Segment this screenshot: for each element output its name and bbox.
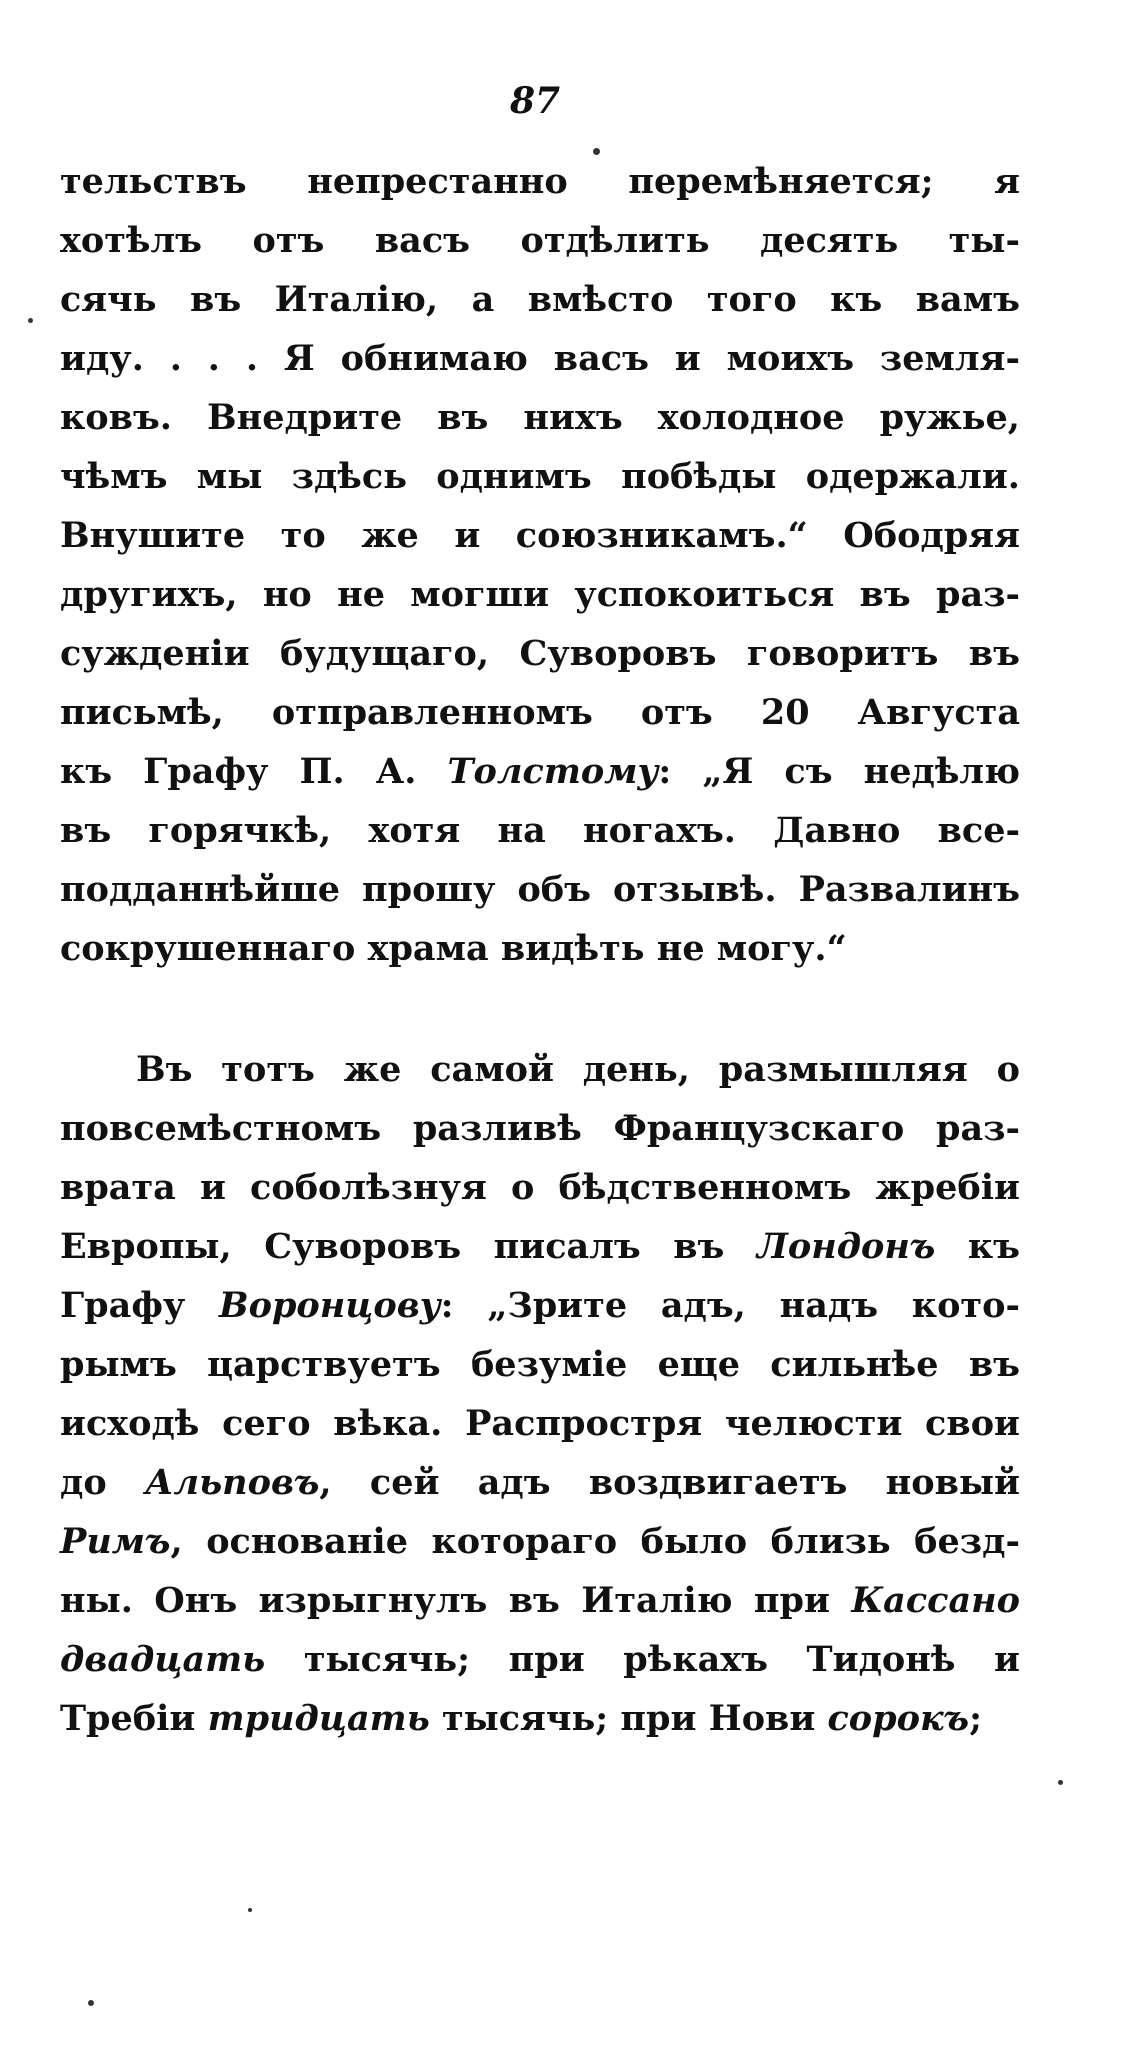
text-line (60, 329, 1020, 388)
text-line (60, 565, 1020, 624)
text-line (60, 1099, 1020, 1158)
italic-text: тридцать (207, 1698, 430, 1739)
line-text: хотѣлъ отъ васъ отдѣлить десять ты- (60, 220, 1020, 261)
line-text: Графу (60, 1285, 220, 1326)
text-line (60, 1689, 1020, 1748)
paragraph-1 (60, 152, 1020, 978)
italic-text: сорокъ (827, 1698, 970, 1739)
line-text: : „Зрите адъ, надъ кото- (440, 1285, 1020, 1326)
text-line (60, 801, 1020, 860)
text-line (60, 1512, 1020, 1571)
line-text: Въ тотъ же самой день, размышляя о (136, 1049, 1020, 1090)
line-text: ны. Онъ изрыгнулъ въ Италію при (60, 1580, 852, 1621)
text-line (60, 1158, 1020, 1217)
text-line (60, 742, 1020, 801)
text-line (60, 1276, 1020, 1335)
italic-text: Кассано (851, 1580, 1020, 1621)
text-line (60, 683, 1020, 742)
text-line (60, 1394, 1020, 1453)
paragraph-2 (60, 1040, 1020, 1748)
print-speck (248, 1908, 252, 1912)
text-line (60, 624, 1020, 683)
text-line (60, 860, 1020, 919)
print-speck (28, 318, 33, 323)
line-text: рымъ царствуетъ безуміе еще сильнѣе въ (60, 1344, 1020, 1385)
italic-text: двадцать (60, 1639, 266, 1680)
line-text: письмѣ, отправленномъ отъ 20 Августа (60, 692, 1020, 733)
line-text: Требіи (60, 1698, 208, 1739)
line-text: ковъ. Внедрите въ нихъ холодное ружье, (60, 397, 1020, 438)
text-line (60, 506, 1020, 565)
line-text: иду. . . . Я обнимаю васъ и моихъ земля- (60, 338, 1020, 379)
page-number: 87 (509, 80, 561, 122)
text-line (60, 1630, 1020, 1689)
line-text: ; (969, 1698, 983, 1739)
line-text: врата и соболѣзнуя о бѣдственномъ жребіи (60, 1167, 1020, 1208)
line-text: Внушите то же и союзникамъ.“ Ободряя (60, 515, 1020, 556)
line-text: тысячь; при Нови (429, 1698, 828, 1739)
text-line (60, 270, 1020, 329)
print-speck (88, 2000, 94, 2006)
line-text: сокрушеннаго храма видѣть не могу.“ (60, 928, 847, 969)
line-text: , основаніе котораго было близь безд- (170, 1521, 1020, 1562)
italic-text: Лондонъ (756, 1226, 936, 1267)
line-text: повсемѣстномъ разливѣ Французскаго раз- (60, 1108, 1020, 1149)
line-text: Европы, Суворовъ писалъ въ (60, 1226, 757, 1267)
text-line (60, 1453, 1020, 1512)
text-line (60, 1335, 1020, 1394)
line-text: исходѣ сего вѣка. Распростря челюсти свои (60, 1403, 1020, 1444)
line-text: до (60, 1462, 145, 1503)
line-text: подданнѣйше прошу объ отзывѣ. Развалинъ (60, 869, 1020, 910)
line-text: въ горячкѣ, хотя на ногахъ. Давно все- (60, 810, 1020, 851)
line-text: : „Я съ недѣлю (658, 751, 1020, 792)
line-text: тысячь; при рѣкахъ Тидонѣ и (265, 1639, 1020, 1680)
print-speck (1058, 1780, 1063, 1785)
italic-text: Альповъ (144, 1462, 320, 1503)
text-line (60, 1571, 1020, 1630)
italic-text: Толстому (447, 751, 659, 792)
line-text: тельствъ непрестанно перемѣняется; я (60, 161, 1020, 202)
line-text: , сей адъ воздвигаетъ новый (319, 1462, 1020, 1503)
text-line (60, 388, 1020, 447)
line-text: другихъ, но не могши успокоиться въ раз- (60, 574, 1020, 615)
text-line (60, 447, 1020, 506)
italic-text: Римъ (60, 1521, 171, 1562)
line-text: къ Графу П. А. (60, 751, 448, 792)
print-speck (593, 148, 600, 155)
text-line (60, 211, 1020, 270)
italic-text: Воронцову (219, 1285, 441, 1326)
text-line (60, 152, 1020, 211)
line-text: сячь въ Италію, а вмѣсто того къ вамъ (60, 279, 1020, 320)
line-text: къ (935, 1226, 1020, 1267)
text-line (60, 1040, 1020, 1099)
text-line (60, 919, 1020, 978)
text-line (60, 1217, 1020, 1276)
line-text: сужденіи будущаго, Суворовъ говоритъ въ (60, 633, 1020, 674)
line-text: чѣмъ мы здѣсь однимъ побѣды одержали. (60, 456, 1020, 497)
